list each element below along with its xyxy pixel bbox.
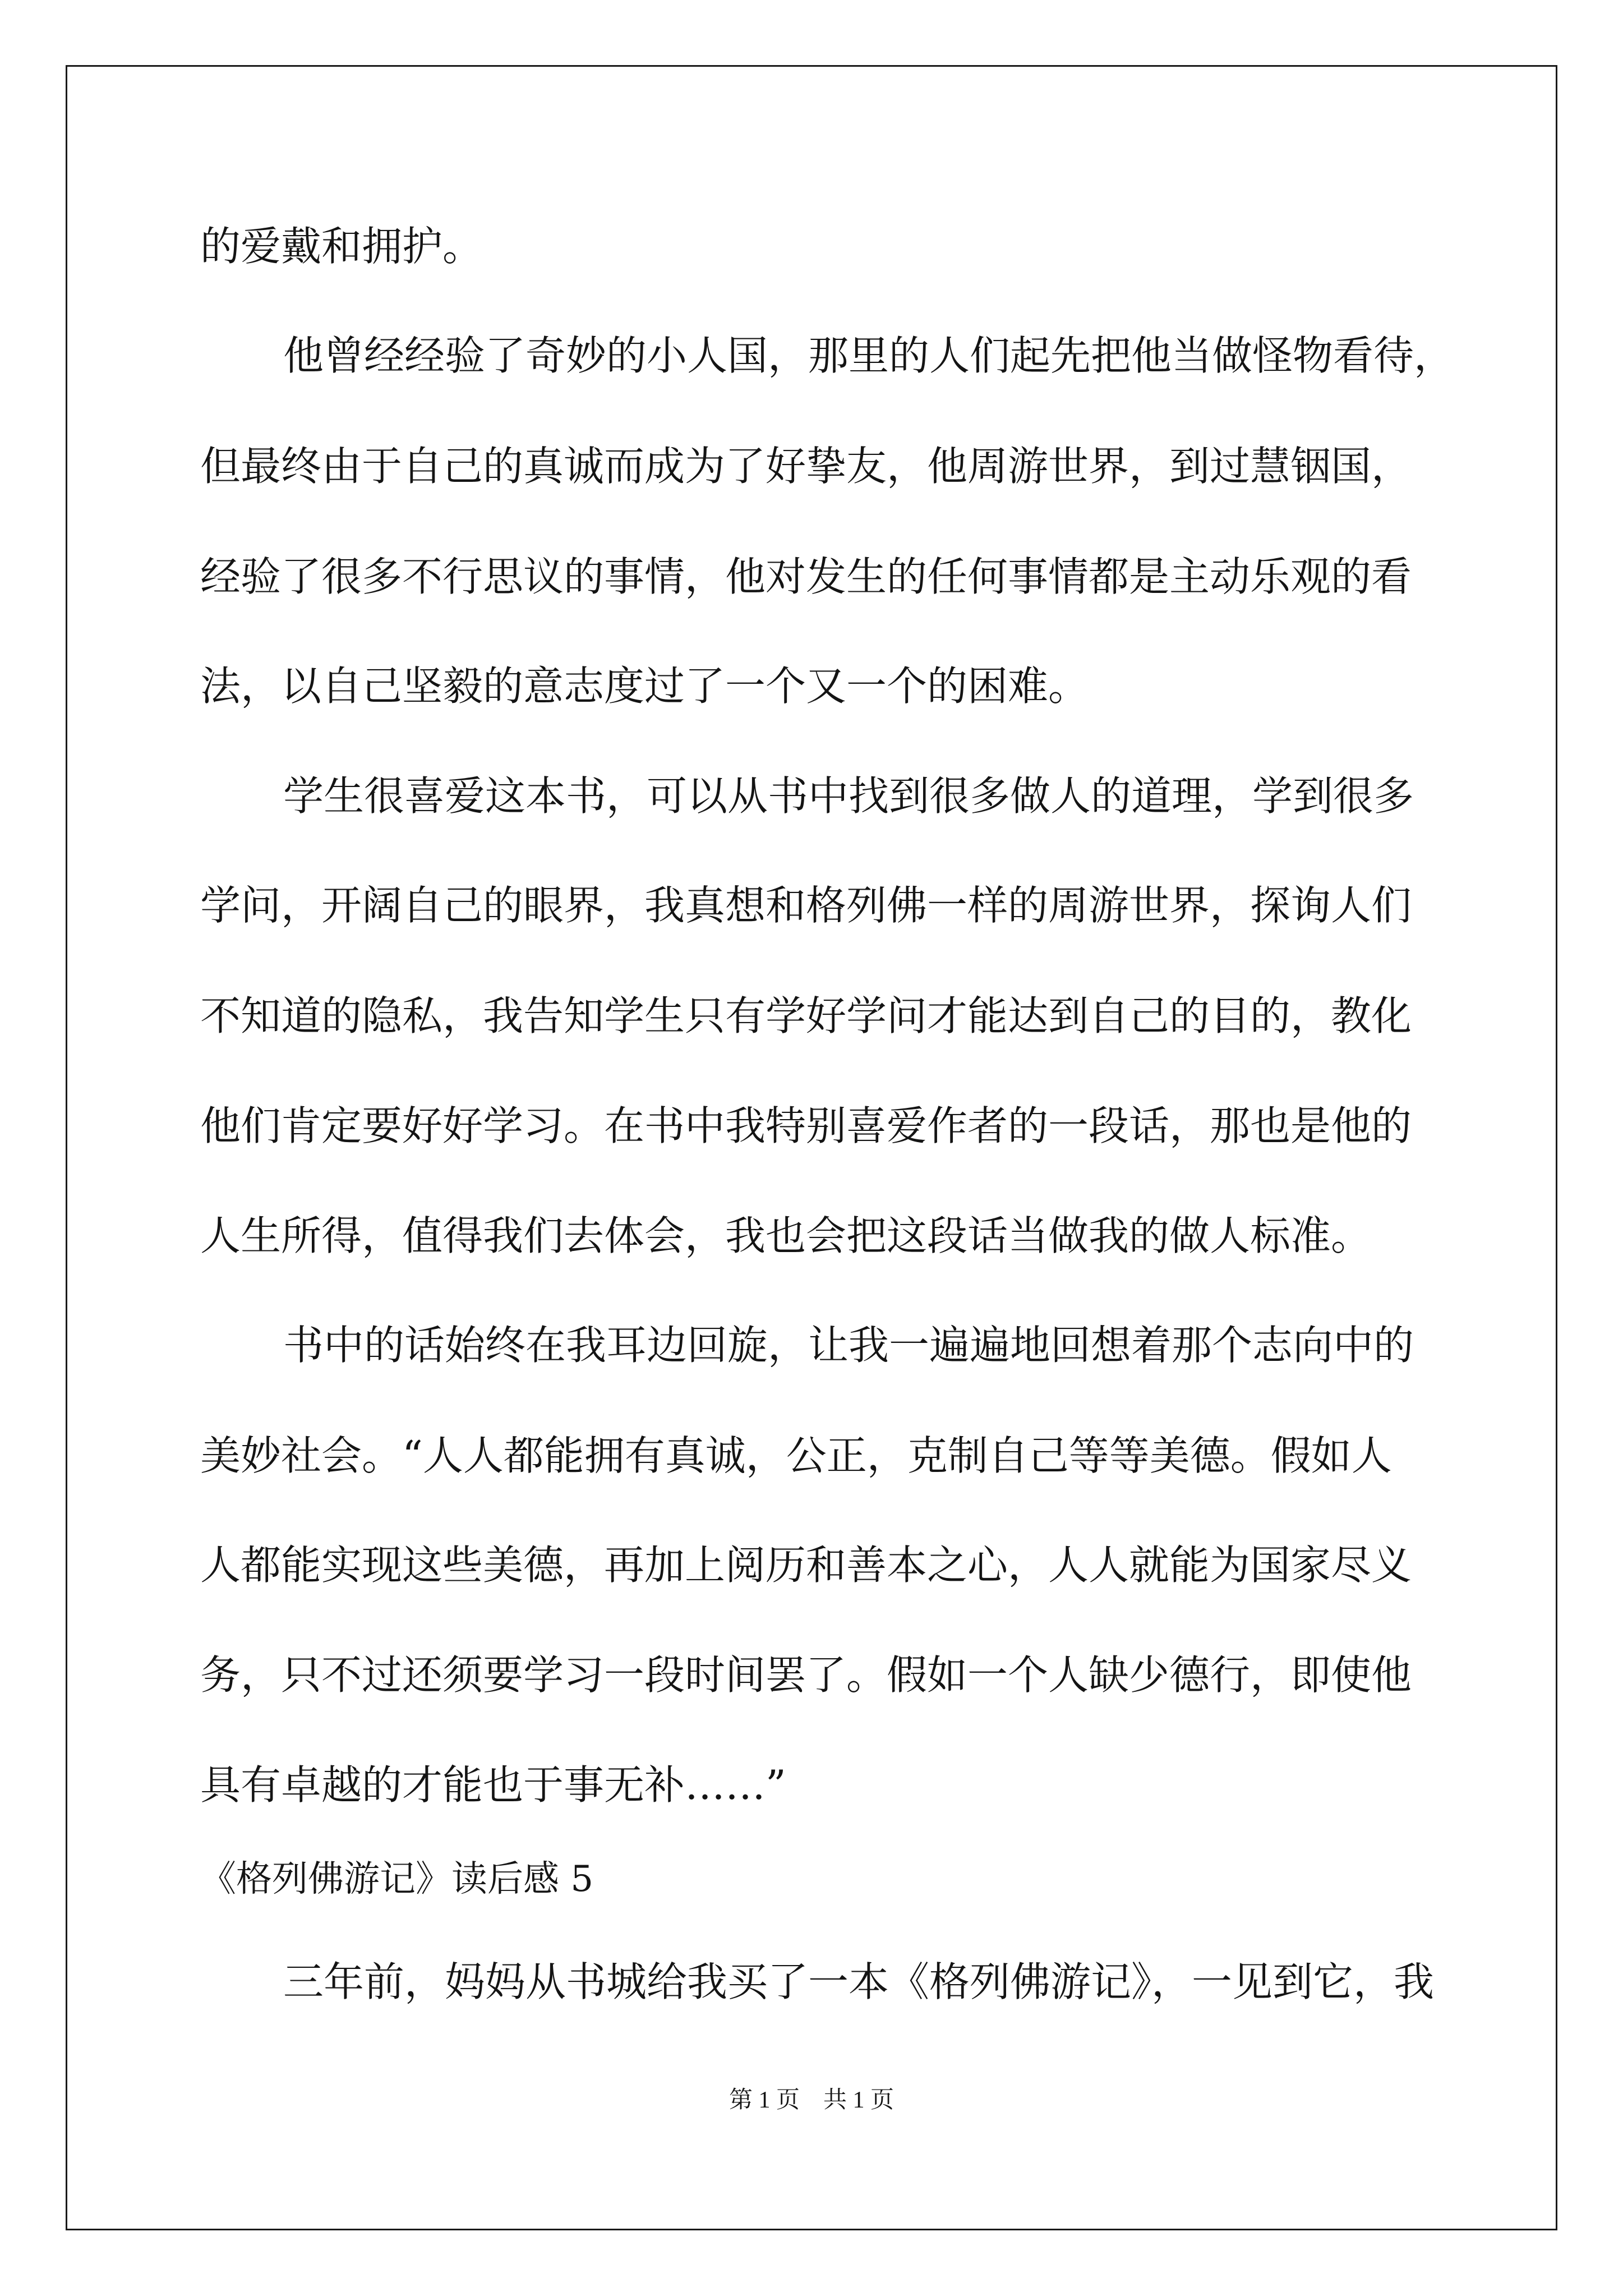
- text-line: 美妙社会。“人人都能拥有真诚，公正，克制自己等等美德。假如人: [200, 1432, 1392, 1479]
- text-line: 经验了很多不行思议的事情，他对发生的任何事情都是主动乐观的看: [200, 553, 1412, 600]
- paragraph-start-line: 书中的话始终在我耳边回旋，让我一遍遍地回想着那个志向中的: [283, 1322, 1414, 1369]
- text-line: 他们肯定要好好学习。在书中我特别喜爱作者的一段话，那也是他的: [200, 1102, 1412, 1149]
- text-line: 不知道的隐私，我告知学生只有学好学问才能达到自己的目的，教化: [200, 992, 1412, 1039]
- paragraph-start-line: 三年前，妈妈从书城给我买了一本《格列佛游记》，一见到它，我: [283, 1958, 1435, 2005]
- section-heading: 《格列佛游记》读后感 5: [200, 1858, 594, 1900]
- page-number-footer: 第 1 页 共 1 页: [728, 2087, 894, 2113]
- text-line: 务，只不过还须要学习一段时间罢了。假如一个人缺少德行，即使他: [200, 1651, 1412, 1699]
- text-line: 具有卓越的才能也于事无补……”: [200, 1761, 786, 1809]
- text-line: 人生所得，值得我们去体会，我也会把这段话当做我的做人标准。: [200, 1212, 1372, 1259]
- paragraph-start-line: 学生很喜爱这本书，可以从书中找到很多做人的道理，学到很多: [283, 772, 1414, 820]
- paragraph-start-line: 他曾经经验了奇妙的小人国，那里的人们起先把他当做怪物看待，: [283, 332, 1455, 379]
- text-line: 学问，开阔自己的眼界，我真想和格列佛一样的周游世界，探询人们: [200, 882, 1412, 929]
- text-line: 但最终由于自己的真诚而成为了好挚友，他周游世界，到过慧铟国，: [200, 443, 1412, 490]
- text-line: 人都能实现这些美德，再加上阅历和善本之心，人人就能为国家尽义: [200, 1542, 1412, 1589]
- text-line: 的爱戴和拥护。: [200, 223, 483, 270]
- text-line: 法，以自己坚毅的意志度过了一个又一个的困难。: [200, 662, 1089, 710]
